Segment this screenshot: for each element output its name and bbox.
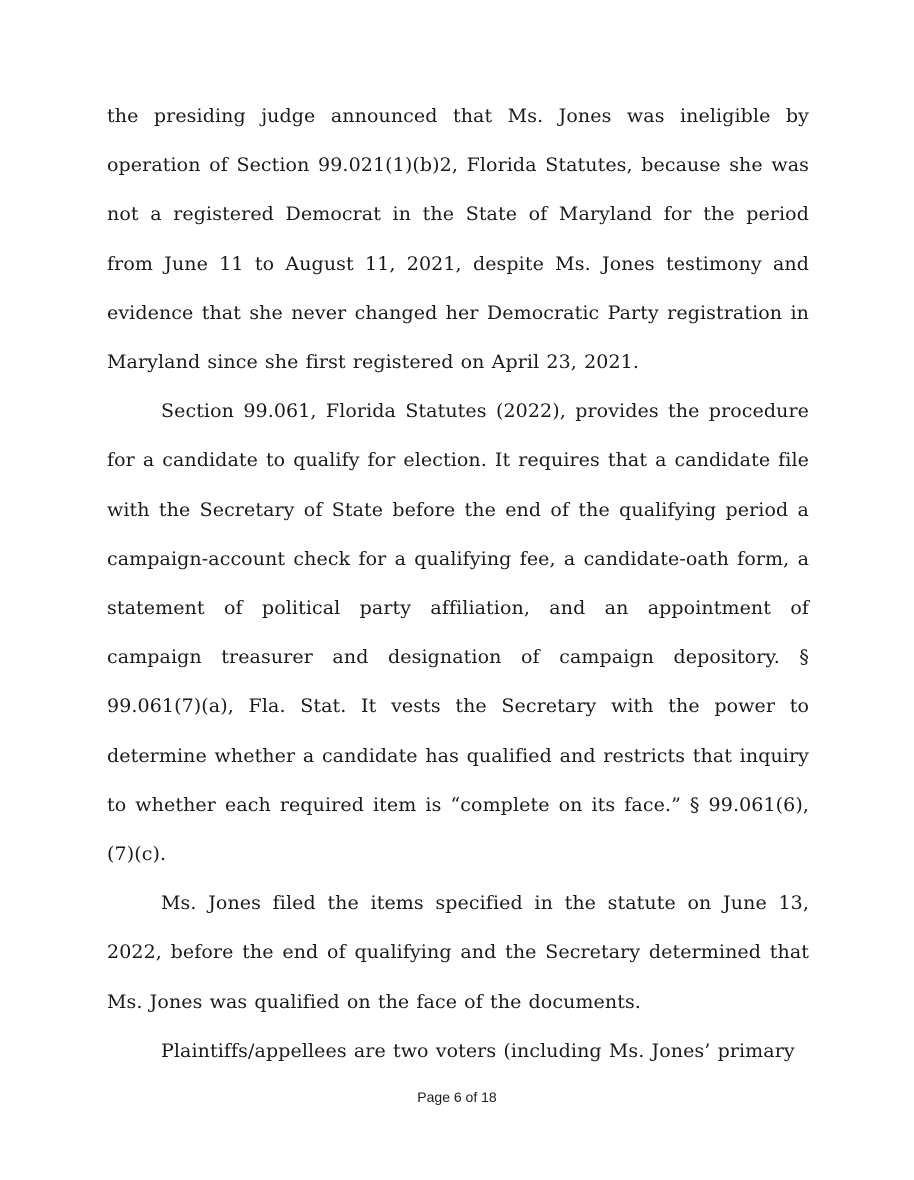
paragraph-section-99-061: Section 99.061, Florida Statutes (2022), provides the procedure for a candidate to qualify for election. It requires that a candidate file with the Secretary of State before the end of the qualifying period a campaign-account check for a qualifying fee, a candidate-oath form, a statement of political party affiliation, and an appointment of campaign treasurer and designation of campaign depository. § 99.061(7)(a), Fla. Stat. It vests the Secretary with the power to determine whether a candidate has qualified and restricts that inquiry to whether each required item is “complete on its face.” § 99.061(6), (7)(c). — [107, 400, 809, 866]
document-body — [107, 92, 809, 1076]
paragraph-plaintiffs: Plaintiffs/appellees are two voters (including Ms. Jones’ primary — [161, 1039, 795, 1062]
page-number: Page 6 of 18 — [417, 1089, 497, 1105]
paragraph-continuation: the presiding judge announced that Ms. Jones was ineligible by operation of Section 99.021(1)(b)2, Florida Statutes, because she was not a registered Democrat in the State of Maryland for the period from June 11 to August 11, 2021, despite Ms. Jones testimony and evidence that she never changed her Democratic Party registration in Maryland since she first registered on April 23, 2021. — [107, 105, 809, 374]
paragraph-filing: Ms. Jones filed the items specified in the statute on June 13, 2022, before the end of qualifying and the Secretary determined that Ms. Jones was qualified on the face of the documents. — [107, 892, 809, 1013]
